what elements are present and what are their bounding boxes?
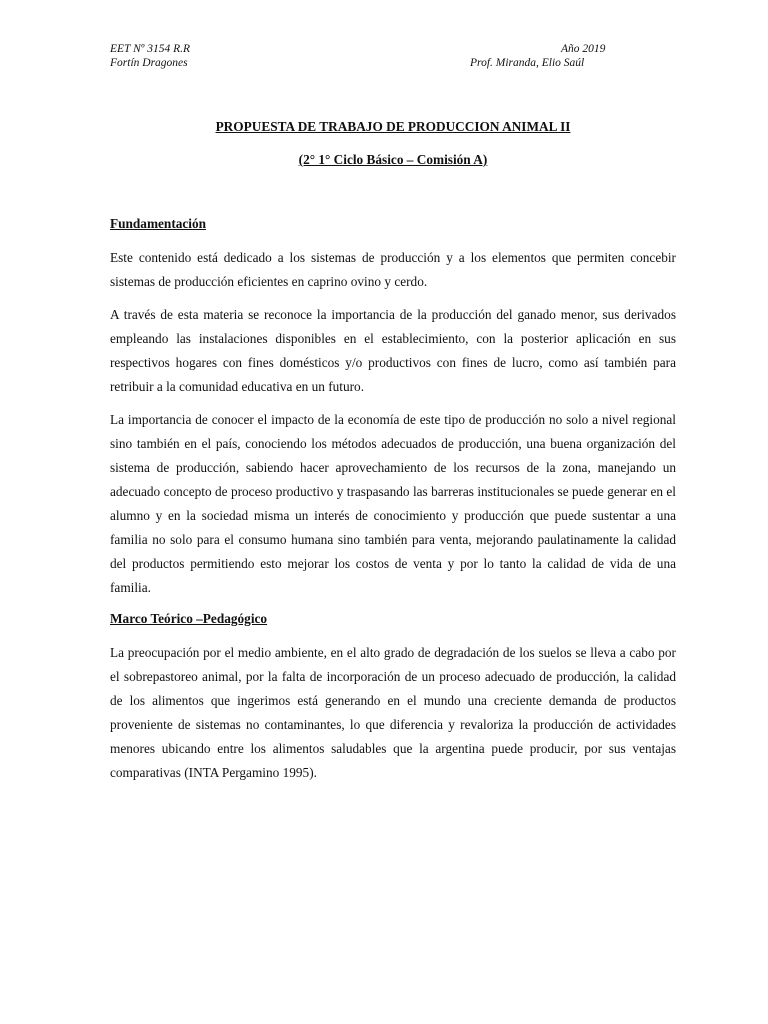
teacher-name: Prof. Miranda, Elio Saúl — [470, 57, 585, 69]
school-name: EET Nº 3154 R.R — [110, 43, 191, 55]
document-title: PROPUESTA DE TRABAJO DE PRODUCCION ANIMAL II — [215, 119, 571, 134]
paragraph: La importancia de conocer el impacto de la economía de este tipo de producción no solo a nivel regional sino también en el país, conociendo los métodos adecuados de producción, una buena organización del sistema de producción, sabiendo hacer aprovechamiento de los recursos de la zona, manejando un adecuado concepto de proceso productivo y traspasando las barreras institucionales se puede generar en el alumno y en la sociedad misma un interés de conocimiento y producción que puede sustentar a una familia no solo para el consumo humana sino también para venta, mejorando paulatinamente la calidad del productos permitiendo esto mejorar los costos de venta y por lo tanto la calidad de vida de una familia. — [110, 412, 676, 595]
document-subtitle: (2° 1° Ciclo Básico – Comisión A) — [298, 152, 488, 167]
paragraph: La preocupación por el medio ambiente, en el alto grado de degradación de los suelos se lleva a cabo por el sobrepastoreo animal, por la falta de incorporación de un proceso adecuado de producción, la calidad de los alimentos que ingerimos está generando en el mundo una creciente demanda de productos proveniente de sistemas no contaminantes, lo que diferencia y revaloriza la producción de actividades menores ubicando entre los alimentos saludables que la argentina puede producir, por sus ventajas comparativas (INTA Pergamino 1995). — [110, 645, 676, 780]
paragraph: A través de esta materia se reconoce la importancia de la producción del ganado menor, sus derivados empleando las instalaciones disponibles en el establecimiento, con la posterior aplicación en sus respectivos hogares con fines domésticos y/o productivos con fines de lucro, como así también para retribuir a la comunidad educativa en un futuro. — [110, 307, 676, 394]
section-heading-fundamentacion: Fundamentación — [110, 216, 207, 231]
paragraph: Este contenido está dedicado a los sistemas de producción y a los elementos que permiten concebir sistemas de producción eficientes en caprino ovino y cerdo. — [110, 250, 676, 289]
document-body — [110, 214, 676, 794]
school-location: Fortín Dragones — [110, 57, 188, 69]
header-year: Año 2019 — [561, 43, 606, 55]
header-right — [470, 42, 605, 70]
header-left — [110, 42, 190, 70]
section-heading-marco-teorico: Marco Teórico –Pedagógico — [110, 611, 268, 626]
